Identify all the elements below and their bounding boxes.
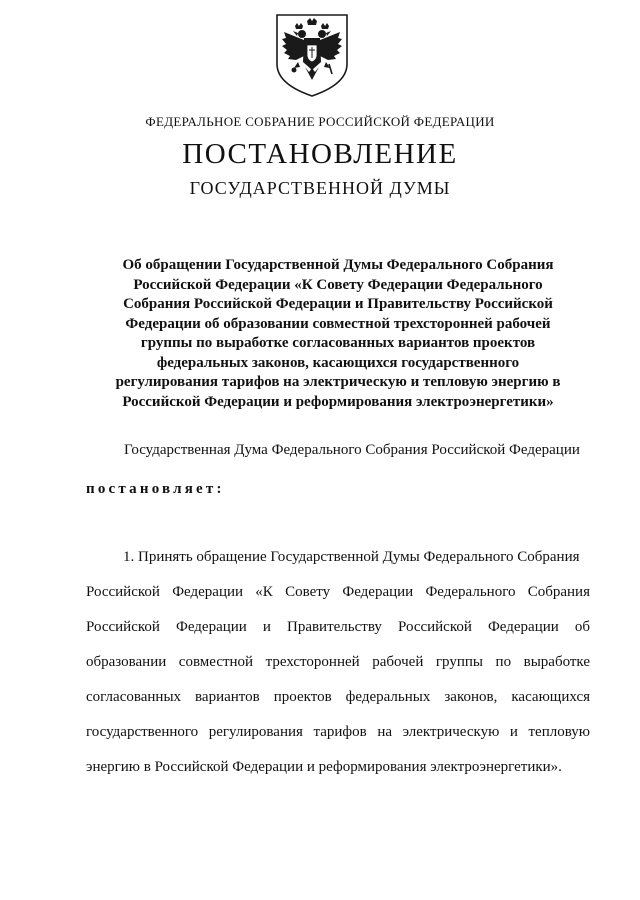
clause-line: образовании совместной трехсторонней рабочей группы по выработке: [86, 654, 590, 670]
subject-line: Российской Федерации и реформирования электроэнергетики»: [122, 393, 554, 410]
document-subtitle: ГОСУДАРСТВЕННОЙ ДУМЫ: [189, 178, 451, 198]
parliament-name: ФЕДЕРАЛЬНОЕ СОБРАНИЕ РОССИЙСКОЙ ФЕДЕРАЦИИ: [145, 114, 495, 129]
clause-line: согласованных вариантов проектов федеральных законов, касающихся: [86, 689, 590, 705]
preamble: Государственная Дума Федерального Собрания Российской Федерации: [124, 442, 580, 458]
clause-line: государственного регулирования тарифов на электрическую и тепловую: [86, 724, 590, 740]
clause-line: 1. Принять обращение Государственной Думы Федерального Собрания: [123, 549, 580, 565]
resolution-subject: [88, 256, 588, 412]
document-title: ПОСТАНОВЛЕНИЕ: [182, 138, 458, 170]
clause-line: Российской Федерации «К Совету Федерации Федерального Собрания: [86, 584, 590, 600]
subject-line: федеральных законов, касающихся государственного: [156, 354, 520, 371]
subject-line: Федерации об образовании совместной трехсторонней рабочей: [125, 315, 551, 332]
subject-line: Собрания Российской Федерации и Правительству Российской: [123, 296, 553, 312]
subject-line: регулирования тарифов на электрическую и тепловую энергию в: [115, 374, 561, 390]
coat-of-arms-icon: [274, 12, 350, 98]
subject-line: Российской Федерации «К Совету Федерации Федерального: [133, 276, 543, 293]
clause-1: [86, 540, 590, 785]
clause-line: энергию в Российской Федерации и реформирования электроэнергетики».: [86, 759, 562, 775]
subject-line: Об обращении Государственной Думы Федерального Собрания: [122, 257, 554, 273]
clause-line: Российской Федерации и Правительству Российской Федерации об: [86, 619, 590, 635]
subject-line: группы по выработке согласованных вариантов проектов: [140, 335, 536, 351]
resolves-keyword: постановляет:: [86, 481, 225, 497]
